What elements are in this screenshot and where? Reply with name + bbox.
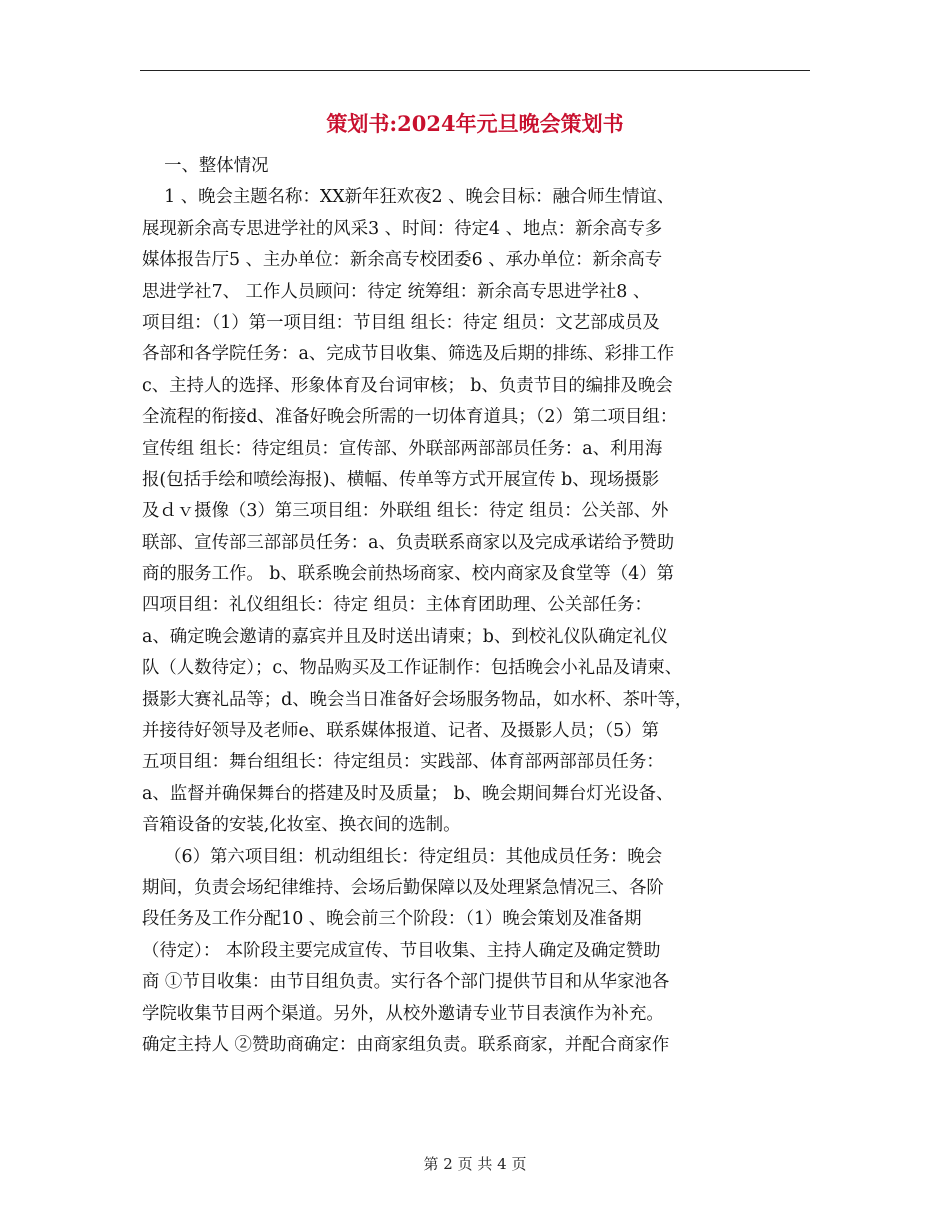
text-line: 报(包括手绘和喷绘海报)、横幅、传单等方式开展宣传 b、现场摄影 bbox=[142, 469, 660, 490]
text-line: 展现新余高专思进学社的风采3 、时间：待定4 、地点：新余高专多 bbox=[142, 218, 663, 239]
text-line: 联部、宣传部三部部员任务：a、负责联系商家以及完成承诺给予赞助 bbox=[142, 532, 675, 553]
header-rule bbox=[140, 70, 810, 71]
text-line: 全流程的衔接d、准备好晚会所需的一切体育道具；（2）第二项目组： bbox=[142, 407, 678, 428]
text-line: （待定）： 本阶段主要完成宣传、节目收集、主持人确定及确定赞助 bbox=[142, 940, 661, 961]
page-footer bbox=[0, 1152, 950, 1176]
text-line: 摄影大赛礼品等；d、晚会当日准备好会场服务物品，如水杯、茶叶等， bbox=[142, 689, 693, 710]
text-line: 四项目组：礼仪组组长：待定 组员：主体育团助理、公关部任务： bbox=[142, 595, 652, 616]
text-line: 段任务及工作分配10 、晚会前三个阶段：（1）晚会策划及准备期 bbox=[142, 909, 642, 930]
text-line: 思进学社7、 工作人员顾问：待定 统筹组：新余高专思进学社8 、 bbox=[142, 281, 651, 302]
text-line: 商的服务工作。 b、联系晚会前热场商家、校内商家及食堂等（4）第 bbox=[142, 564, 675, 585]
text-line: 各部和各学院任务：a、完成节目收集、筛选及后期的排练、彩排工作 bbox=[142, 344, 675, 365]
text-line: 宣传组 组长：待定组员：宣传部、外联部两部部员任务：a、利用海 bbox=[142, 438, 663, 459]
text-line: 学院收集节目两个渠道。另外，从校外邀请专业节目表演作为补充。 bbox=[142, 1003, 664, 1024]
text-line: c、主持人的选择、形象体育及台词审核； b、负责节目的编排及晚会 bbox=[142, 375, 673, 396]
text-line: a、监督并确保舞台的搭建及时及质量； b、晚会期间舞台灯光设备、 bbox=[142, 783, 674, 804]
text-line: 并接待好领导及老师e、联系媒体报道、记者、及摄影人员；（5）第 bbox=[142, 721, 659, 742]
document-body bbox=[142, 151, 822, 1061]
text-line: 及ｄｖ摄像（3）第三项目组：外联组 组长：待定 组员：公关部、外 bbox=[142, 501, 669, 522]
text-line: 一、整体情况 bbox=[142, 156, 269, 176]
text-line: 商 ①节目收集：由节目组负责。实行各个部门提供节目和从华家池各 bbox=[142, 972, 670, 993]
text-line: 期间，负责会场纪律维持、会场后勤保障以及处理紧急情况三、各阶 bbox=[142, 877, 664, 898]
text-line: （6）第六项目组：机动组组长：待定组员：其他成员任务：晚会 bbox=[142, 846, 663, 867]
text-line: 五项目组：舞台组组长：待定组员：实践部、体育部两部部员任务： bbox=[142, 752, 664, 773]
document-title: 策划书:2024年元旦晚会策划书 bbox=[326, 111, 624, 136]
text-line: 项目组：（1）第一项目组：节目组 组长：待定 组员：文艺部成员及 bbox=[142, 312, 660, 333]
text-line: 1 、晚会主题名称：XX新年狂欢夜2 、晚会目标：融合师生情谊、 bbox=[142, 187, 675, 208]
text-line: 确定主持人 ②赞助商确定：由商家组负责。联系商家，并配合商家作 bbox=[142, 1034, 670, 1055]
text-line: a、确定晚会邀请的嘉宾并且及时送出请柬；b、到校礼仪队确定礼仪 bbox=[142, 626, 668, 647]
page-number-label: 第 2 页 共 4 页 bbox=[423, 1155, 527, 1173]
text-line: 队（人数待定）；c、物品购买及工作证制作：包括晚会小礼品及请柬、 bbox=[142, 658, 683, 679]
text-line: 媒体报告厅5 、主办单位：新余高专校团委6 、承办单位：新余高专 bbox=[142, 250, 663, 271]
text-line: 音箱设备的安装,化妆室、换衣间的选制。 bbox=[142, 815, 461, 836]
